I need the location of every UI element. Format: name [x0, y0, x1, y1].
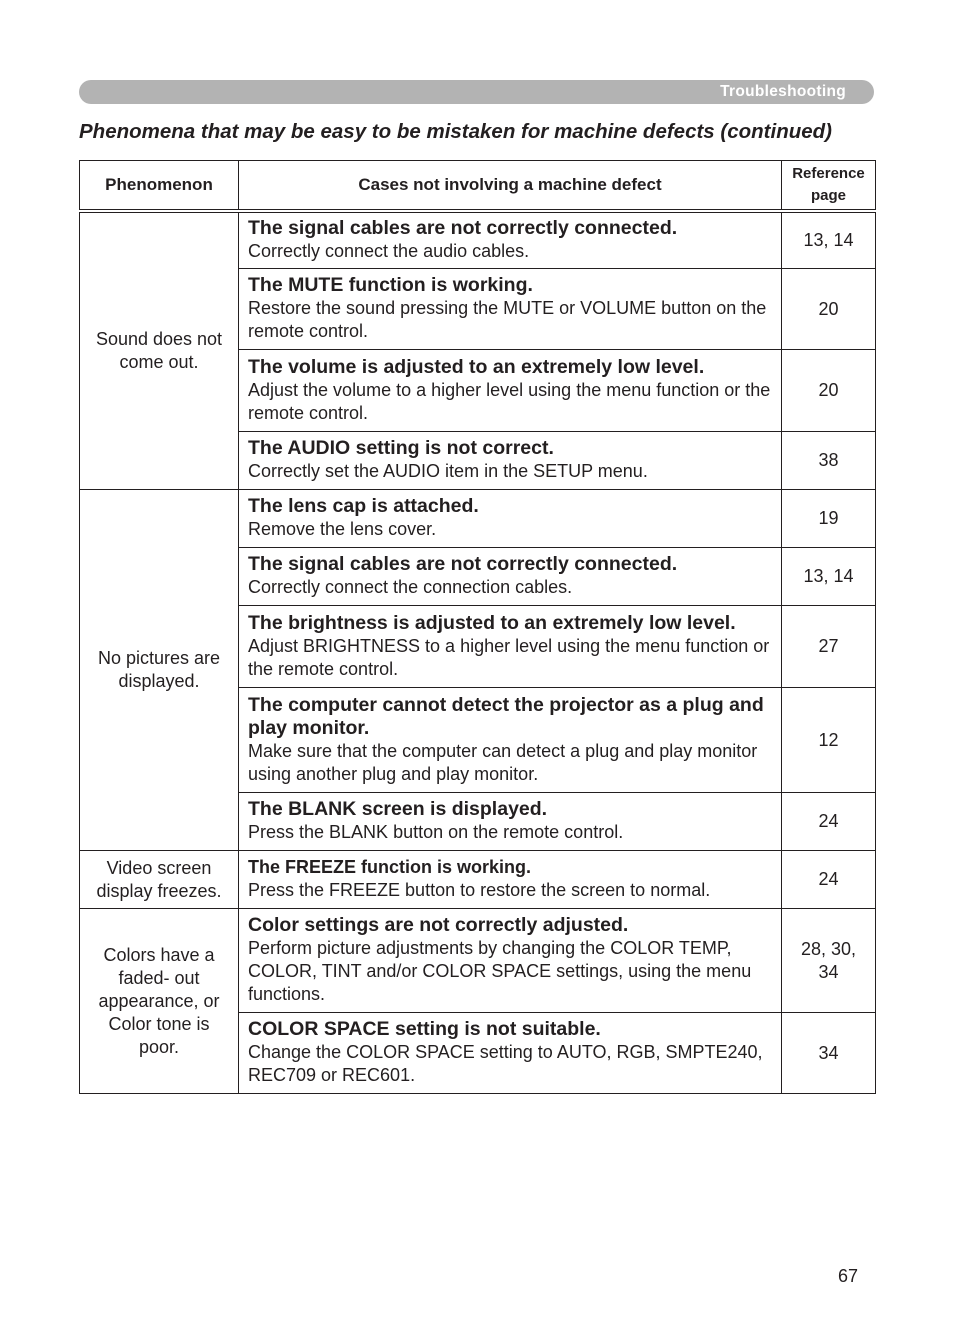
- case-title: The BLANK screen is displayed.: [248, 798, 548, 820]
- case-cell: [239, 432, 782, 490]
- case-title: The computer cannot detect the projector as a plug and play monitor.: [248, 693, 764, 739]
- case-cell: [239, 269, 782, 350]
- reference-page: 20: [782, 269, 876, 350]
- case-cell: [239, 909, 782, 1013]
- case-description: Make sure that the computer can detect a plug and play monitor using another plug and play monitor.: [248, 740, 758, 784]
- case-cell: [239, 490, 782, 548]
- case-cell: [239, 1013, 782, 1094]
- table-row: [80, 909, 876, 1013]
- phenomenon-cell: Colors have a faded- out appearance, or Color tone is poor.: [80, 909, 239, 1094]
- reference-page: 24: [782, 793, 876, 851]
- column-header-reference-line2: page: [810, 187, 846, 204]
- reference-page: 38: [782, 432, 876, 490]
- case-description: Correctly set the AUDIO item in the SETUP menu.: [248, 461, 648, 481]
- case-description: Change the COLOR SPACE setting to AUTO, RGB, SMPTE240, REC709 or REC601.: [248, 1042, 763, 1085]
- case-description: Press the BLANK button on the remote control.: [248, 822, 624, 842]
- phenomenon-cell: No pictures are displayed.: [80, 490, 239, 851]
- case-cell: [239, 548, 782, 606]
- case-cell: [239, 793, 782, 851]
- section-header-bar: [79, 80, 874, 104]
- column-header-cases: Cases not involving a machine defect: [239, 161, 782, 212]
- case-title: The lens cap is attached.: [248, 495, 479, 517]
- reference-page: 12: [782, 688, 876, 793]
- reference-page: 13, 14: [782, 548, 876, 606]
- case-description: Correctly connect the audio cables.: [248, 241, 530, 261]
- case-title: The volume is adjusted to an extremely low level.: [248, 355, 705, 378]
- case-title: The signal cables are not correctly connected.: [248, 217, 678, 239]
- column-header-reference: [782, 161, 876, 212]
- table-row: [80, 211, 876, 269]
- reference-page: 19: [782, 490, 876, 548]
- reference-page: 28, 30, 34: [782, 909, 876, 1013]
- case-cell: [239, 211, 782, 269]
- reference-page: 34: [782, 1013, 876, 1094]
- troubleshooting-table: [79, 160, 876, 1094]
- reference-page: 13, 14: [782, 211, 876, 269]
- phenomenon-cell: Sound does not come out.: [80, 211, 239, 490]
- case-title: COLOR SPACE setting is not suitable.: [248, 1018, 601, 1040]
- case-title: The FREEZE function is working.: [248, 857, 532, 877]
- case-cell: [239, 688, 782, 793]
- page-number: 67: [838, 1266, 859, 1286]
- case-title: The brightness is adjusted to an extremely low level.: [248, 611, 736, 634]
- case-cell: [239, 851, 782, 909]
- reference-page: 24: [782, 851, 876, 909]
- case-description: Perform picture adjustments by changing the COLOR TEMP, COLOR, TINT and/or COLOR SPACE settings, using the menu functions.: [248, 938, 752, 1004]
- case-description: Adjust BRIGHTNESS to a higher level using the menu function or the remote control.: [248, 635, 770, 679]
- page-title: Phenomena that may be easy to be mistaken for machine defects (continued): [79, 120, 832, 143]
- case-description: Restore the sound pressing the MUTE or VOLUME button on the remote control.: [248, 298, 767, 341]
- case-title: Color settings are not correctly adjusted.: [248, 914, 629, 936]
- section-label: Troubleshooting: [720, 83, 846, 100]
- case-cell: [239, 350, 782, 432]
- reference-page: 20: [782, 350, 876, 432]
- case-description: Correctly connect the connection cables.: [248, 577, 573, 597]
- case-title: The MUTE function is working.: [248, 274, 533, 296]
- case-title: The AUDIO setting is not correct.: [248, 437, 554, 459]
- column-header-phenomenon: Phenomenon: [80, 161, 239, 212]
- table-header-row: [80, 161, 876, 212]
- case-description: Press the FREEZE button to restore the screen to normal.: [248, 880, 711, 900]
- reference-page: 27: [782, 606, 876, 688]
- phenomenon-cell: Video screen display freezes.: [80, 851, 239, 909]
- table-row: [80, 851, 876, 909]
- case-description: Adjust the volume to a higher level using the menu function or the remote control.: [248, 379, 771, 423]
- case-title: The signal cables are not correctly connected.: [248, 553, 678, 575]
- column-header-reference-line1: Reference: [792, 165, 865, 182]
- table-row: [80, 490, 876, 548]
- case-description: Remove the lens cover.: [248, 519, 437, 539]
- case-cell: [239, 606, 782, 688]
